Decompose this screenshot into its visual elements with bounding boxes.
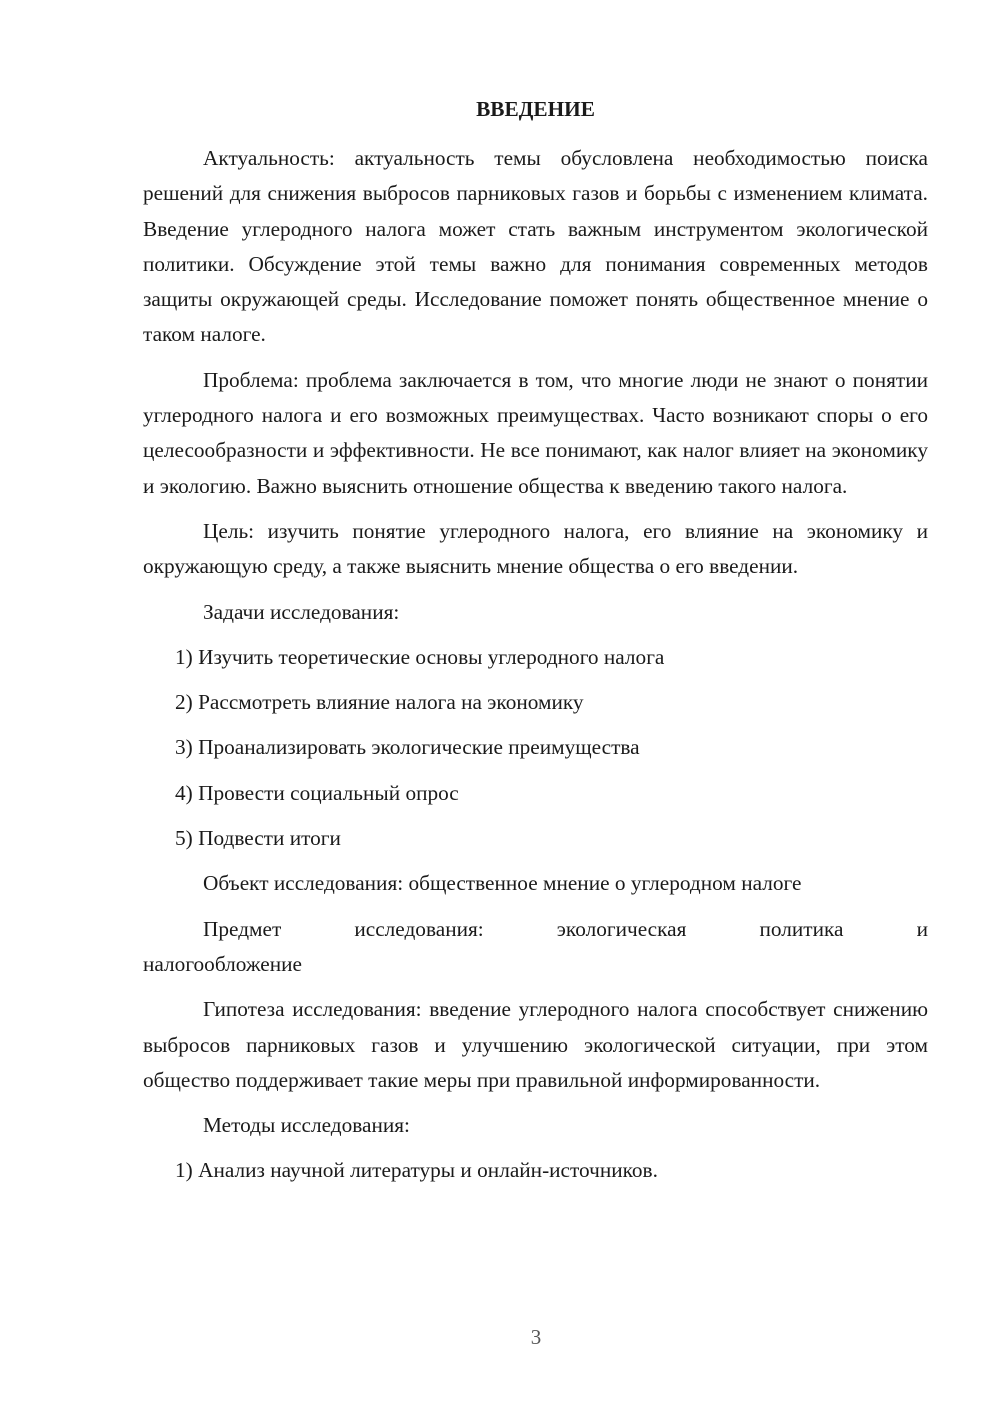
list-item: 3) Проанализировать экологические преимущества [175, 735, 640, 760]
methods-list [143, 1153, 928, 1188]
subject-word: Предмет [203, 916, 282, 941]
subject-continuation: налогообложение [143, 951, 302, 976]
tasks-heading: Задачи исследования: [203, 599, 400, 624]
subject-first-line [143, 912, 928, 947]
list-item: 1) Анализ научной литературы и онлайн-источников. [175, 1158, 658, 1183]
relevance-paragraph: Актуальность: актуальность темы обусловлена необходимостью поиска решений для снижения выбросов парниковых газов и борьбы с изменением климата. Введение углеродного налога может стать важным инструментом экологической политики. Обсуждение этой темы важно для понимания современных методов защиты окружающей среды. Исследование поможет понять общественное мнение о таком налоге. [143, 146, 928, 347]
methods-heading: Методы исследования: [203, 1113, 410, 1138]
list-item: 4) Провести социальный опрос [175, 780, 459, 805]
page-number: 3 [530, 1325, 542, 1349]
problem-paragraph: Проблема: проблема заключается в том, что многие люди не знают о понятии углеродного налога и его возможных преимуществах. Часто возникают споры о его целесообразности и эффективности. Не все понимают, как налог влияет на экономику и экологию. Важно выяснить отношение общества к введению такого налога. [143, 367, 928, 498]
list-item: 1) Изучить теоретические основы углеродного налога [175, 644, 665, 669]
hypothesis-paragraph: Гипотеза исследования: введение углеродного налога способствует снижению выбросов парниковых газов и улучшению экологической ситуации, при этом общество поддерживает такие меры при правильной информированности. [143, 997, 928, 1092]
subject-word: исследования: [354, 916, 484, 941]
tasks-list [143, 640, 928, 856]
list-item: 5) Подвести итоги [175, 826, 341, 851]
subject-paragraph [143, 912, 928, 983]
subject-word: и [916, 916, 928, 941]
subject-word: экологическая [556, 916, 687, 941]
document-page [143, 92, 928, 1199]
list-item: 2) Рассмотреть влияние налога на экономику [175, 690, 584, 715]
goal-paragraph: Цель: изучить понятие углеродного налога, его влияние на экономику и окружающую среду, а также выяснить мнение общества о его введении. [143, 518, 928, 579]
section-title: ВВЕДЕНИЕ [476, 97, 595, 121]
object-line: Объект исследования: общественное мнение о углеродном налоге [203, 871, 802, 896]
subject-word: политика [759, 916, 844, 941]
